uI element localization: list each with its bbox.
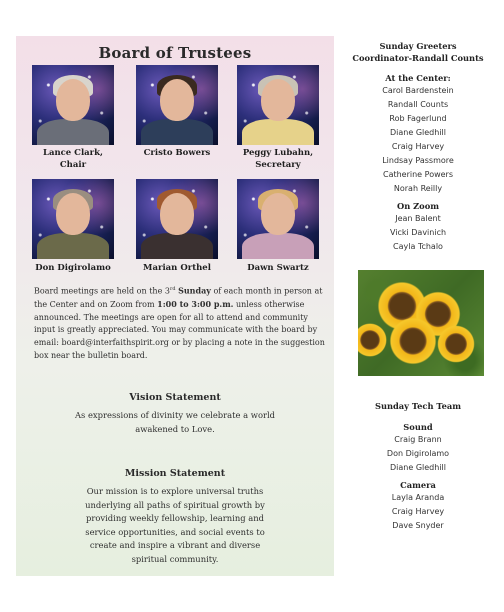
photo-dawn-swartz xyxy=(237,179,319,259)
camera-list xyxy=(350,491,486,533)
list-item: Rob Fagerlund xyxy=(389,114,447,123)
zoom-heading: On Zoom xyxy=(396,201,440,211)
list-item: Diane Gledhill xyxy=(390,463,446,472)
list-item: Craig Brann xyxy=(394,435,442,444)
board-title: Board of Trustees xyxy=(98,44,252,62)
list-item: Craig Harvey xyxy=(391,507,445,516)
photo-marian-orthel xyxy=(136,179,218,259)
center-list xyxy=(350,84,486,196)
list-item: Layla Aranda xyxy=(391,493,445,502)
photo-peggy-lubahn xyxy=(237,65,319,145)
member-name: Marian Orthel xyxy=(143,263,211,273)
member-role: Secretary xyxy=(255,160,301,170)
mission-heading: Mission Statement xyxy=(124,468,226,479)
mission-text: Our mission is to explore universal truths underlying all paths of spiritual growth by providing weekly fellowship, learning and service opportunities, and social events to create and inspire a vibrant and diverse spiritual community. xyxy=(85,486,265,564)
member-role: Chair xyxy=(59,160,87,170)
caption-don-digirolamo xyxy=(13,262,133,274)
list-item: Dave Snyder xyxy=(392,521,444,530)
vision-text: As expressions of divinity we celebrate a world awakened to Love. xyxy=(74,410,276,434)
caption-peggy-lubahn xyxy=(218,147,338,171)
list-item: Cayla Tchalo xyxy=(393,242,443,251)
zoom-list xyxy=(350,212,486,254)
list-item: Lindsay Passmore xyxy=(382,156,454,165)
greeters-column xyxy=(350,40,486,254)
sunflower-image xyxy=(358,270,484,376)
tech-column xyxy=(350,400,486,533)
board-panel xyxy=(16,36,334,576)
sound-heading: Sound xyxy=(403,422,433,432)
caption-dawn-swartz xyxy=(218,262,338,274)
greeters-heading: Sunday Greeters xyxy=(379,41,457,51)
photo-cristo-bowers xyxy=(136,65,218,145)
center-heading: At the Center: xyxy=(385,73,451,83)
list-item: Norah Reilly xyxy=(393,184,443,193)
member-name: Cristo Bowers xyxy=(143,148,211,158)
list-item: Don Digirolamo xyxy=(386,449,450,458)
list-item: Diane Gledhill xyxy=(390,128,446,137)
member-name: Don Digirolamo xyxy=(35,263,111,273)
list-item: Vicki Davinich xyxy=(389,228,447,237)
member-name: Peggy Lubahn, xyxy=(242,148,314,158)
list-item: Craig Harvey xyxy=(391,142,445,151)
list-item: Jean Balent xyxy=(395,214,441,223)
member-name: Lance Clark, xyxy=(42,148,104,158)
caption-lance-clark xyxy=(13,147,133,171)
vision-heading: Vision Statement xyxy=(129,392,221,403)
list-item: Carol Bardenstein xyxy=(382,86,454,95)
list-item: Randall Counts xyxy=(387,100,449,109)
camera-heading: Camera xyxy=(400,480,436,490)
tech-heading: Sunday Tech Team xyxy=(374,401,462,411)
sound-list xyxy=(350,433,486,475)
greeters-coordinator: Coordinator-Randall Counts xyxy=(352,53,484,63)
photo-lance-clark xyxy=(32,65,114,145)
photo-don-digirolamo xyxy=(32,179,114,259)
member-name: Dawn Swartz xyxy=(247,263,309,273)
meeting-info: Board meetings are held on the 3rd Sunday of each month in person at the Center and on Zoom from 1:00 to 3:00 p.m. unless otherwise announced. The meetings are open for all to attend and community input is greatly appreciated. You may communicate with the board by email: board@interfaithspirit.org or by placing a note in the suggestion box near the bulletin board. xyxy=(34,285,325,360)
list-item: Catherine Powers xyxy=(382,170,454,179)
